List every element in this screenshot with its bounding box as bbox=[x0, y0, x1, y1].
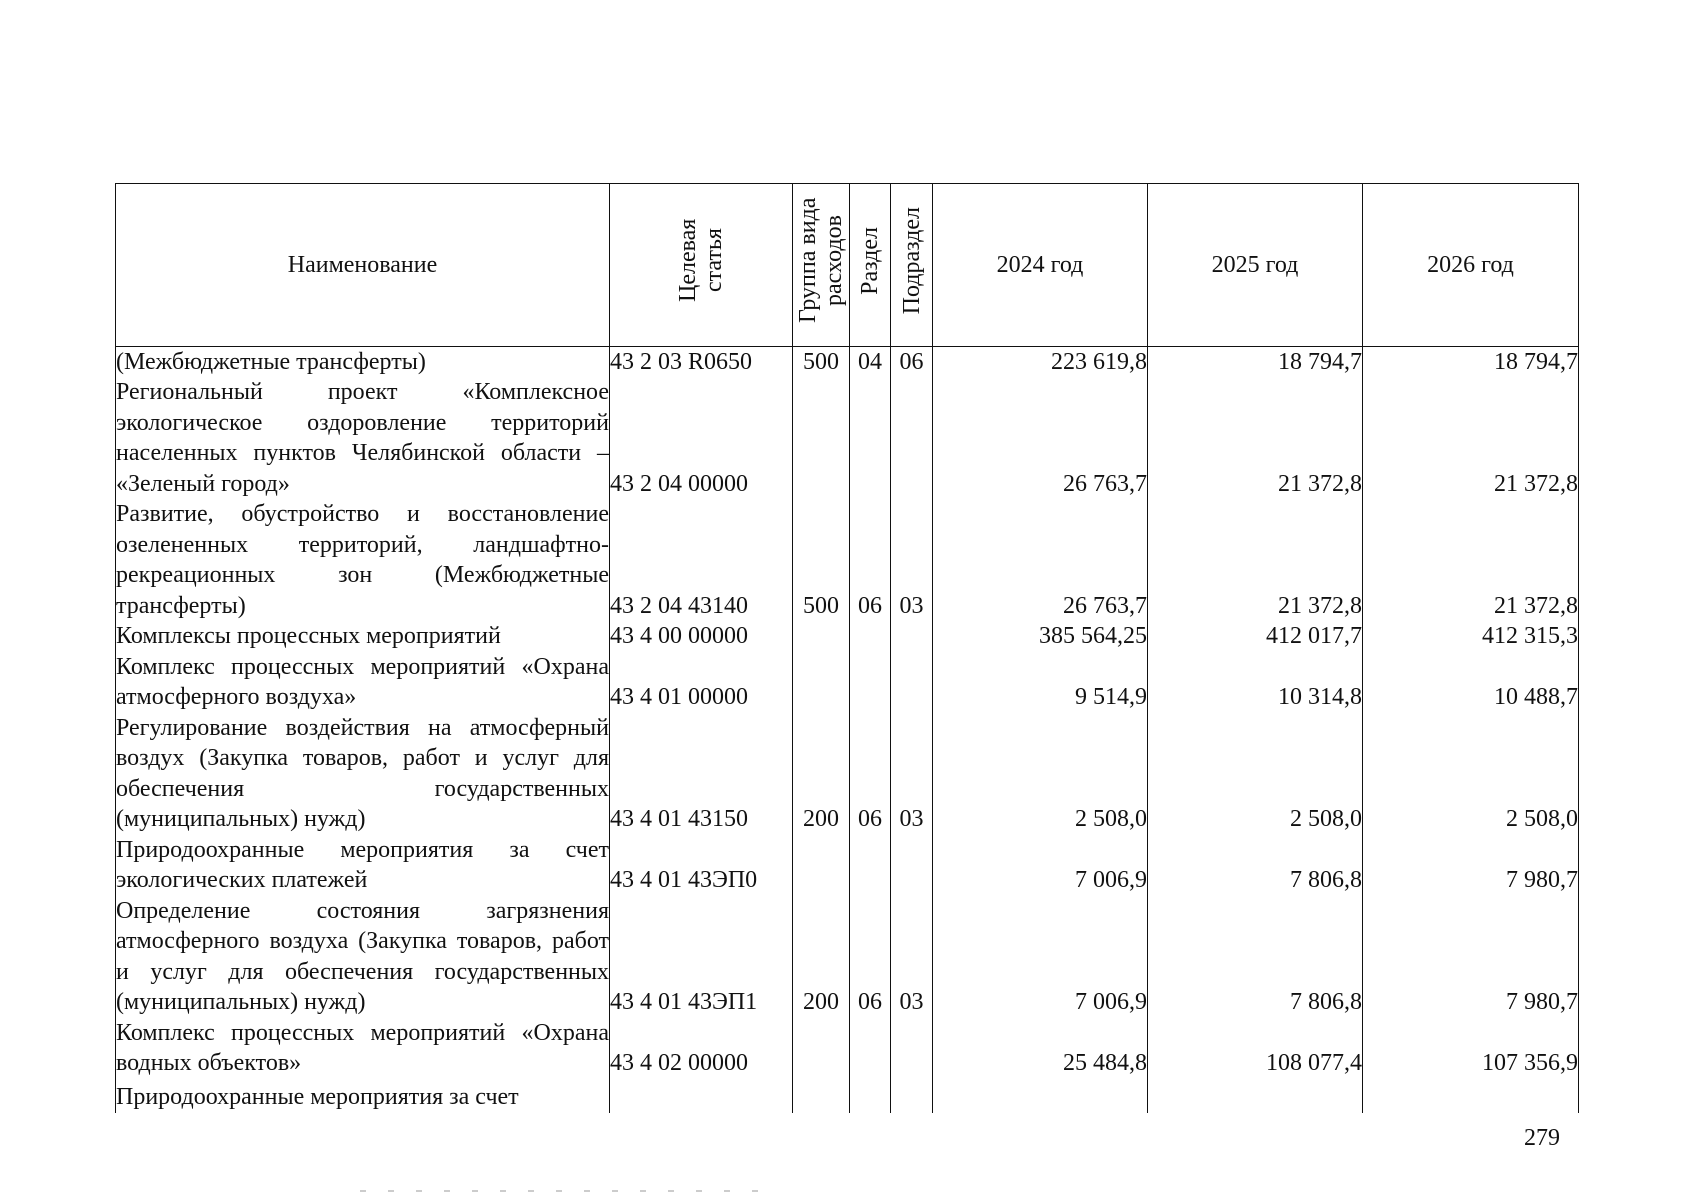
table-row bbox=[116, 377, 1579, 499]
cell-code: 43 4 00 00000 bbox=[610, 621, 793, 652]
cell-grp: 500 bbox=[793, 499, 850, 621]
header-2024: 2024 год bbox=[933, 184, 1148, 347]
cell-sec bbox=[850, 1018, 891, 1079]
cell-code: 43 4 01 43ЭП1 bbox=[610, 896, 793, 1018]
cell-y2025 bbox=[1148, 1079, 1363, 1113]
header-subsection-label: Подраздел bbox=[898, 206, 925, 315]
cell-name: Регулирование воздействия на атмосферный воздух (Закупка товаров, работ и услуг для обеспечения государственных (муниципальных) нужд) bbox=[116, 713, 610, 835]
cell-y2025: 2 508,0 bbox=[1148, 713, 1363, 835]
cell-name: Комплекс процессных мероприятий «Охрана атмосферного воздуха» bbox=[116, 652, 610, 713]
table-row bbox=[116, 346, 1579, 377]
cell-code: 43 4 01 43ЭП0 bbox=[610, 835, 793, 896]
cell-grp bbox=[793, 621, 850, 652]
cell-y2025: 18 794,7 bbox=[1148, 346, 1363, 377]
cell-y2025: 21 372,8 bbox=[1148, 499, 1363, 621]
cell-name: Региональный проект «Комплексное экологическое оздоровление территорий населенных пунктов Челябинской области – «Зеленый город» bbox=[116, 377, 610, 499]
cell-y2026: 2 508,0 bbox=[1363, 713, 1579, 835]
cell-code: 43 2 04 00000 bbox=[610, 377, 793, 499]
cell-y2026: 107 356,9 bbox=[1363, 1018, 1579, 1079]
cell-y2026: 412 315,3 bbox=[1363, 621, 1579, 652]
cell-y2024: 2 508,0 bbox=[933, 713, 1148, 835]
cell-code: 43 2 04 43140 bbox=[610, 499, 793, 621]
cell-name: Природоохранные мероприятия за счет экологических платежей bbox=[116, 835, 610, 896]
header-2026: 2026 год bbox=[1363, 184, 1579, 347]
cell-sec: 06 bbox=[850, 896, 891, 1018]
cell-name: Комплексы процессных мероприятий bbox=[116, 621, 610, 652]
cell-name: Определение состояния загрязнения атмосферного воздуха (Закупка товаров, работ и услуг для обеспечения государственных (муниципальных) нужд) bbox=[116, 896, 610, 1018]
cell-grp: 500 bbox=[793, 346, 850, 377]
cell-y2024 bbox=[933, 1079, 1148, 1113]
cell-name: (Межбюджетные трансферты) bbox=[116, 346, 610, 377]
cell-grp bbox=[793, 835, 850, 896]
table-header-row bbox=[116, 184, 1579, 347]
table-row bbox=[116, 652, 1579, 713]
cell-y2026: 7 980,7 bbox=[1363, 835, 1579, 896]
cell-sec bbox=[850, 835, 891, 896]
header-target-article-label: Целевая статья bbox=[675, 218, 727, 303]
cell-sub: 03 bbox=[891, 896, 933, 1018]
table-row bbox=[116, 713, 1579, 835]
cell-grp: 200 bbox=[793, 713, 850, 835]
table-row bbox=[116, 896, 1579, 1018]
cell-sub bbox=[891, 1079, 933, 1113]
cell-grp: 200 bbox=[793, 896, 850, 1018]
cell-y2024: 9 514,9 bbox=[933, 652, 1148, 713]
cell-sub: 03 bbox=[891, 499, 933, 621]
cell-sec bbox=[850, 621, 891, 652]
cell-sub bbox=[891, 1018, 933, 1079]
cell-sub bbox=[891, 835, 933, 896]
cell-code: 43 4 01 00000 bbox=[610, 652, 793, 713]
cell-grp bbox=[793, 377, 850, 499]
cell-y2026 bbox=[1363, 1079, 1579, 1113]
cell-code: 43 2 03 R0650 bbox=[610, 346, 793, 377]
budget-table bbox=[115, 183, 1579, 1113]
scan-artifact bbox=[360, 1190, 760, 1192]
cell-sec: 06 bbox=[850, 713, 891, 835]
cell-name: Природоохранные мероприятия за счет bbox=[116, 1079, 610, 1113]
cell-sub bbox=[891, 652, 933, 713]
cell-y2024: 7 006,9 bbox=[933, 835, 1148, 896]
page-number: 279 bbox=[1524, 1125, 1560, 1151]
cell-y2026: 21 372,8 bbox=[1363, 377, 1579, 499]
header-section-label: Раздел bbox=[857, 226, 883, 295]
cell-code: 43 4 01 43150 bbox=[610, 713, 793, 835]
table-row bbox=[116, 499, 1579, 621]
cell-sec: 04 bbox=[850, 346, 891, 377]
cell-sec bbox=[850, 377, 891, 499]
header-2025: 2025 год bbox=[1148, 184, 1363, 347]
cell-y2025: 10 314,8 bbox=[1148, 652, 1363, 713]
cell-code bbox=[610, 1079, 793, 1113]
cell-y2025: 412 017,7 bbox=[1148, 621, 1363, 652]
header-section bbox=[850, 184, 891, 347]
cell-y2026: 10 488,7 bbox=[1363, 652, 1579, 713]
cell-grp bbox=[793, 1079, 850, 1113]
cell-name: Развитие, обустройство и восстановление озелененных территорий, ландшафтно-рекреационных зон (Межбюджетные трансферты) bbox=[116, 499, 610, 621]
cell-sub: 06 bbox=[891, 346, 933, 377]
cell-y2026: 7 980,7 bbox=[1363, 896, 1579, 1018]
table-body bbox=[116, 346, 1579, 1113]
cell-grp bbox=[793, 652, 850, 713]
cell-grp bbox=[793, 1018, 850, 1079]
cell-sub bbox=[891, 377, 933, 499]
cell-y2025: 108 077,4 bbox=[1148, 1018, 1363, 1079]
cell-sec bbox=[850, 1079, 891, 1113]
cell-sub bbox=[891, 621, 933, 652]
header-target-article bbox=[610, 184, 793, 347]
cell-y2024: 26 763,7 bbox=[933, 499, 1148, 621]
cell-y2025: 7 806,8 bbox=[1148, 835, 1363, 896]
cell-y2024: 26 763,7 bbox=[933, 377, 1148, 499]
header-expense-group-label: Группа вида расходов bbox=[795, 197, 847, 324]
cell-y2026: 18 794,7 bbox=[1363, 346, 1579, 377]
cell-y2024: 223 619,8 bbox=[933, 346, 1148, 377]
table-row bbox=[116, 621, 1579, 652]
header-expense-group bbox=[793, 184, 850, 347]
cell-y2025: 7 806,8 bbox=[1148, 896, 1363, 1018]
cell-y2024: 7 006,9 bbox=[933, 896, 1148, 1018]
table-row bbox=[116, 835, 1579, 896]
table-row bbox=[116, 1079, 1579, 1113]
cell-y2024: 25 484,8 bbox=[933, 1018, 1148, 1079]
cell-y2026: 21 372,8 bbox=[1363, 499, 1579, 621]
budget-table-wrapper bbox=[115, 183, 1578, 1113]
cell-sub: 03 bbox=[891, 713, 933, 835]
cell-y2025: 21 372,8 bbox=[1148, 377, 1363, 499]
cell-sec: 06 bbox=[850, 499, 891, 621]
cell-y2024: 385 564,25 bbox=[933, 621, 1148, 652]
cell-name: Комплекс процессных мероприятий «Охрана водных объектов» bbox=[116, 1018, 610, 1079]
table-row bbox=[116, 1018, 1579, 1079]
header-subsection bbox=[891, 184, 933, 347]
cell-code: 43 4 02 00000 bbox=[610, 1018, 793, 1079]
header-name: Наименование bbox=[116, 184, 610, 347]
cell-sec bbox=[850, 652, 891, 713]
